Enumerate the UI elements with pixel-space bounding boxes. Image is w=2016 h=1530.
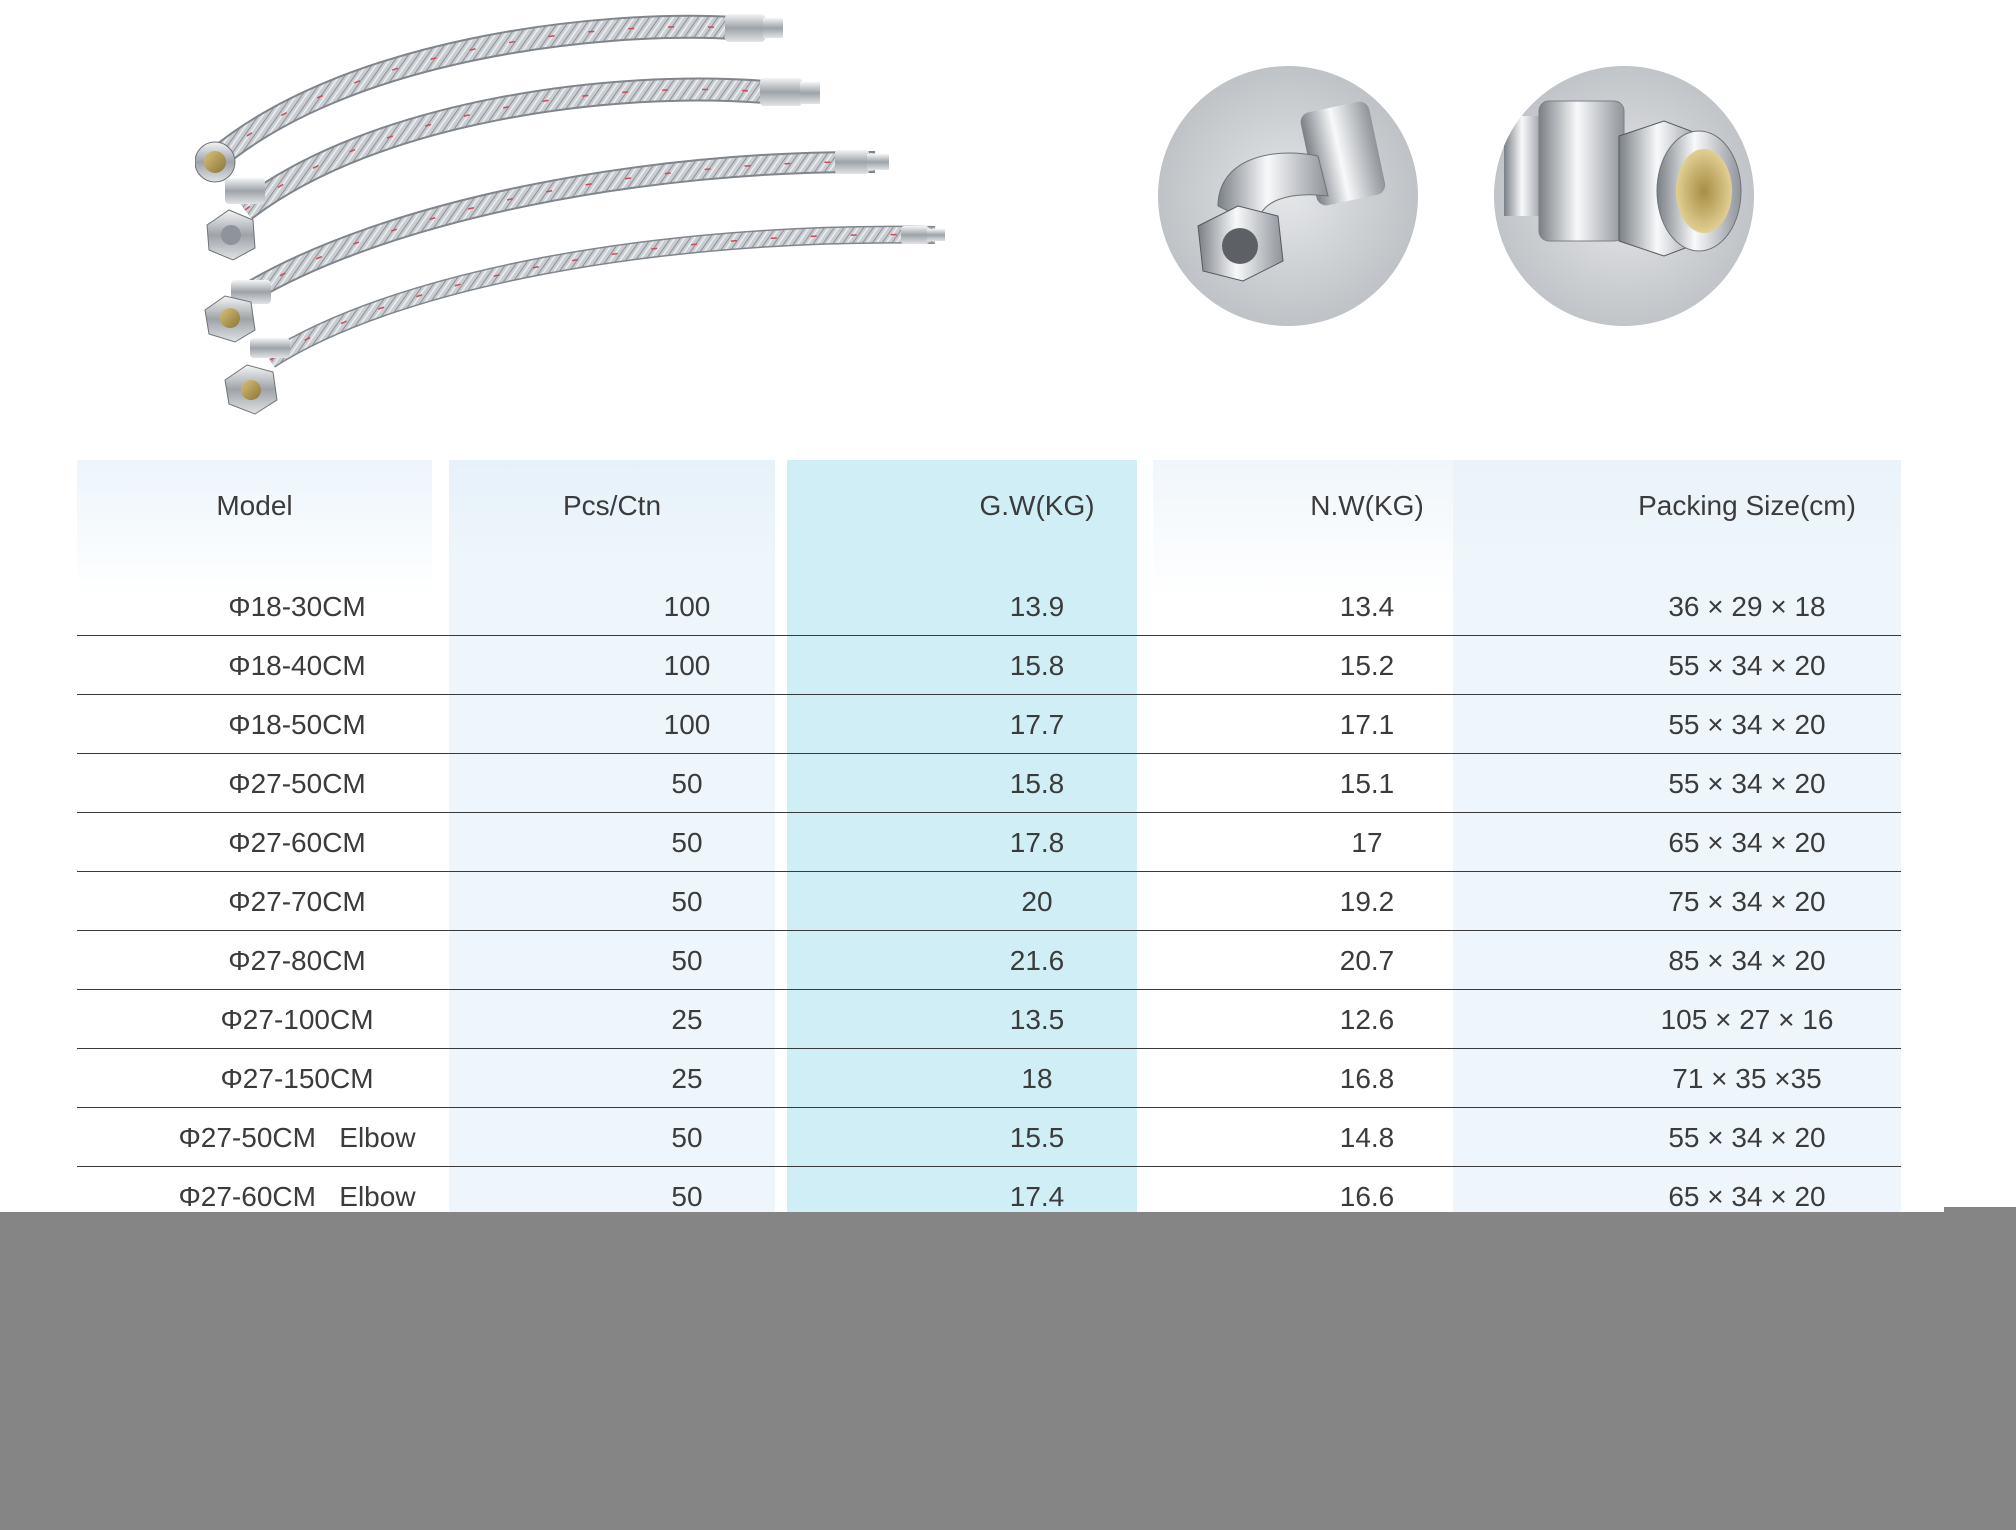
header-pcs-ctn: Pcs/Ctn bbox=[562, 490, 662, 521]
cell-net-weight: 13.4 bbox=[1339, 591, 1395, 622]
straight-connector-photo bbox=[1494, 66, 1754, 326]
cell-gross-weight: 15.8 bbox=[1009, 768, 1065, 799]
cell-gross-weight: 15.8 bbox=[1009, 650, 1065, 681]
cell-pcs-ctn: 50 bbox=[671, 768, 703, 799]
cell-packing-size: 105 × 27 × 16 bbox=[1660, 1004, 1834, 1035]
cell-gross-weight: 21.6 bbox=[1009, 945, 1065, 976]
table-row bbox=[77, 1108, 1901, 1167]
cell-gross-weight: 17.8 bbox=[1009, 827, 1065, 858]
cell-gross-weight: 20 bbox=[1021, 886, 1053, 917]
table-row bbox=[77, 813, 1901, 872]
footer-band bbox=[0, 1212, 2016, 1530]
cell-net-weight: 16.6 bbox=[1339, 1181, 1395, 1212]
cell-net-weight: 17.1 bbox=[1339, 709, 1395, 740]
cell-packing-size: 75 × 34 × 20 bbox=[1668, 886, 1826, 917]
cell-pcs-ctn: 100 bbox=[663, 709, 711, 740]
cell-gross-weight: 15.5 bbox=[1009, 1122, 1065, 1153]
product-photos bbox=[0, 0, 2016, 450]
cell-pcs-ctn: 50 bbox=[671, 886, 703, 917]
table-header-row bbox=[77, 460, 1901, 560]
cell-pcs-ctn: 50 bbox=[671, 827, 703, 858]
cell-gross-weight: 17.7 bbox=[1009, 709, 1065, 740]
cell-model: Φ27-60CM bbox=[228, 827, 366, 858]
braided-hoses-photo bbox=[195, 10, 985, 440]
cell-model: Φ27-150CM bbox=[220, 1063, 374, 1094]
cell-model: Φ27-100CM bbox=[220, 1004, 374, 1035]
elbow-connector-photo bbox=[1158, 66, 1418, 326]
cell-net-weight: 16.8 bbox=[1339, 1063, 1395, 1094]
cell-model: Φ18-30CM bbox=[228, 591, 366, 622]
cell-model: Φ18-50CM bbox=[228, 709, 366, 740]
cell-packing-size: 36 × 29 × 18 bbox=[1668, 591, 1826, 622]
cell-net-weight: 14.8 bbox=[1339, 1122, 1395, 1153]
cell-net-weight: 20.7 bbox=[1339, 945, 1395, 976]
cell-gross-weight: 13.5 bbox=[1009, 1004, 1065, 1035]
cell-pcs-ctn: 50 bbox=[671, 1181, 703, 1212]
table-row bbox=[77, 872, 1901, 931]
cell-pcs-ctn: 100 bbox=[663, 591, 711, 622]
table-row bbox=[77, 990, 1901, 1049]
cell-pcs-ctn: 50 bbox=[671, 945, 703, 976]
cell-net-weight: 12.6 bbox=[1339, 1004, 1395, 1035]
cell-packing-size: 55 × 34 × 20 bbox=[1668, 709, 1826, 740]
header-packing-size: Packing Size(cm) bbox=[1638, 490, 1856, 521]
table-row bbox=[77, 695, 1901, 754]
cell-model: Φ27-50CM Elbow bbox=[178, 1122, 416, 1153]
cell-pcs-ctn: 50 bbox=[671, 1122, 703, 1153]
cell-gross-weight: 17.4 bbox=[1009, 1181, 1065, 1212]
cell-model: Φ18-40CM bbox=[228, 650, 366, 681]
table-row bbox=[77, 754, 1901, 813]
table-row bbox=[77, 1049, 1901, 1108]
cell-net-weight: 19.2 bbox=[1339, 886, 1395, 917]
table-row bbox=[77, 636, 1901, 695]
table-row bbox=[77, 931, 1901, 990]
cell-model: Φ27-70CM bbox=[228, 886, 366, 917]
cell-pcs-ctn: 25 bbox=[671, 1004, 703, 1035]
cell-model: Φ27-60CM Elbow bbox=[178, 1181, 416, 1212]
cell-pcs-ctn: 25 bbox=[671, 1063, 703, 1094]
cell-gross-weight: 18 bbox=[1021, 1063, 1053, 1094]
cell-packing-size: 65 × 34 × 20 bbox=[1668, 827, 1826, 858]
cell-net-weight: 17 bbox=[1351, 827, 1383, 858]
cell-gross-weight: 13.9 bbox=[1009, 591, 1065, 622]
cell-packing-size: 65 × 34 × 20 bbox=[1668, 1181, 1826, 1212]
header-net-weight: N.W(KG) bbox=[1310, 490, 1424, 521]
cell-packing-size: 55 × 34 × 20 bbox=[1668, 1122, 1826, 1153]
cell-packing-size: 71 × 35 ×35 bbox=[1672, 1063, 1822, 1094]
cell-net-weight: 15.2 bbox=[1339, 650, 1395, 681]
cell-packing-size: 55 × 34 × 20 bbox=[1668, 768, 1826, 799]
table-row bbox=[77, 577, 1901, 636]
cell-model: Φ27-80CM bbox=[228, 945, 366, 976]
cell-net-weight: 15.1 bbox=[1339, 768, 1395, 799]
cell-model: Φ27-50CM bbox=[228, 768, 366, 799]
header-gross-weight: G.W(KG) bbox=[979, 490, 1095, 521]
cell-pcs-ctn: 100 bbox=[663, 650, 711, 681]
header-model: Model bbox=[216, 490, 293, 521]
cell-packing-size: 55 × 34 × 20 bbox=[1668, 650, 1826, 681]
cell-packing-size: 85 × 34 × 20 bbox=[1668, 945, 1826, 976]
